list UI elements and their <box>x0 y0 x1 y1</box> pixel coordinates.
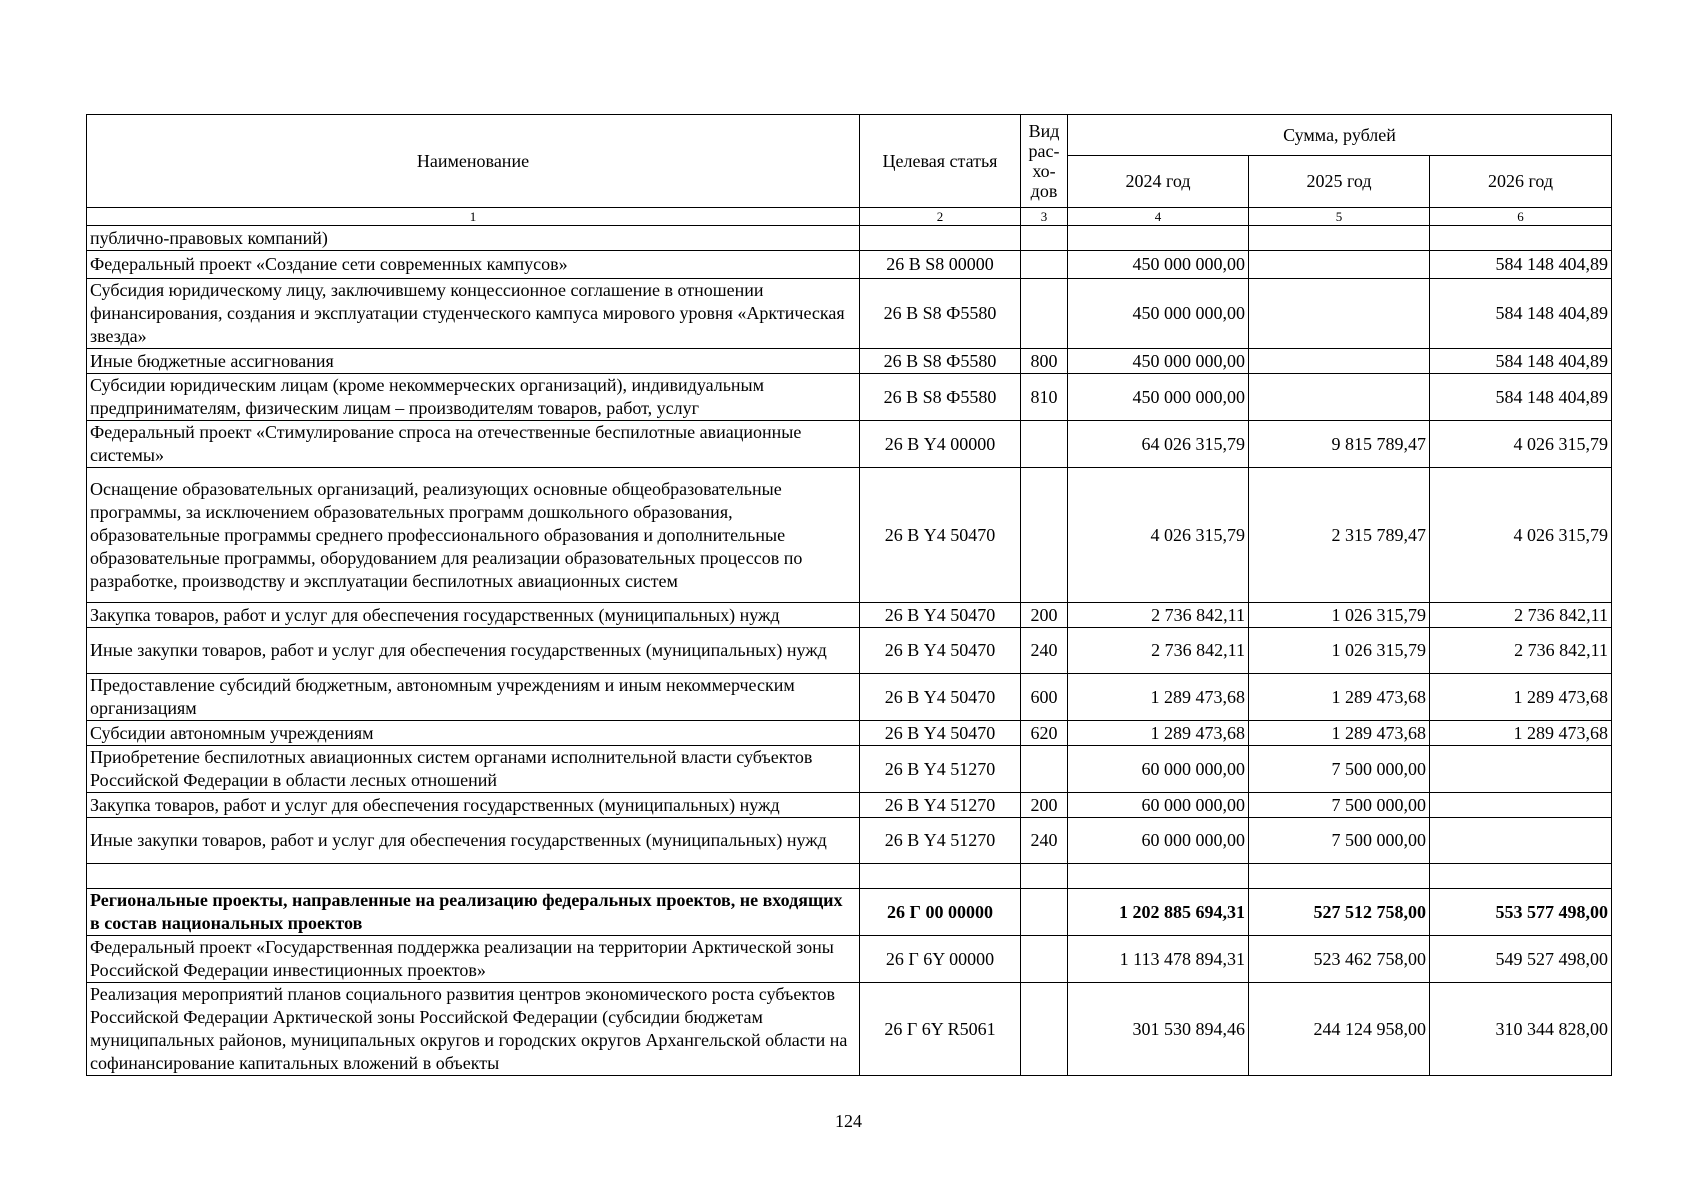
row-amount-2026: 584 148 404,89 <box>1430 349 1612 374</box>
row-amount-2024: 450 000 000,00 <box>1068 251 1249 279</box>
row-name: Реализация мероприятий планов социального развития центров экономического роста субъектов Российской Федерации Арктической зоны Российской Федерации (субсидии бюджетам муниципальных районов, муниципальных округов и городских округов Архангельской области на софинансирование капитальных вложений в объекты <box>87 983 860 1076</box>
row-target-article: 26 В Y4 51270 <box>860 818 1021 864</box>
row-expense-kind <box>1021 746 1068 793</box>
row-amount-2026: 553 577 498,00 <box>1430 889 1612 936</box>
row-amount-2024: 450 000 000,00 <box>1068 374 1249 421</box>
row-target-article: 26 В Y4 50470 <box>860 721 1021 746</box>
table-body <box>87 226 1612 1076</box>
row-amount-2026 <box>1430 746 1612 793</box>
table-row <box>87 721 1612 746</box>
row-amount-2024: 301 530 894,46 <box>1068 983 1249 1076</box>
row-target-article: 26 В Y4 51270 <box>860 793 1021 818</box>
row-expense-kind: 800 <box>1021 349 1068 374</box>
row-expense-kind <box>1021 279 1068 349</box>
row-amount-2025: 1 026 315,79 <box>1249 628 1430 674</box>
row-name: Федеральный проект «Государственная поддержка реализации на территории Арктической зоны Российской Федерации инвестиционных проектов» <box>87 936 860 983</box>
table-row <box>87 468 1612 603</box>
row-target-article: 26 В S8 Ф5580 <box>860 279 1021 349</box>
row-amount-2025: 9 815 789,47 <box>1249 421 1430 468</box>
row-expense-kind: 620 <box>1021 721 1068 746</box>
row-amount-2024: 1 289 473,68 <box>1068 721 1249 746</box>
row-amount-2025: 1 026 315,79 <box>1249 603 1430 628</box>
page-number: 124 <box>835 1111 862 1131</box>
row-target-article: 26 В S8 00000 <box>860 251 1021 279</box>
table-row <box>87 603 1612 628</box>
table-row <box>87 226 1612 251</box>
row-amount-2026: 4 026 315,79 <box>1430 468 1612 603</box>
row-target-article: 26 В S8 Ф5580 <box>860 374 1021 421</box>
row-amount-2026: 4 026 315,79 <box>1430 421 1612 468</box>
row-amount-2024: 1 113 478 894,31 <box>1068 936 1249 983</box>
row-expense-kind <box>1021 983 1068 1076</box>
table-row <box>87 374 1612 421</box>
table-row <box>87 421 1612 468</box>
row-name: Предоставление субсидий бюджетным, автономным учреждениям и иным некоммерческим организациям <box>87 674 860 721</box>
row-amount-2025: 527 512 758,00 <box>1249 889 1430 936</box>
row-expense-kind: 200 <box>1021 603 1068 628</box>
row-target-article: 26 Г 6Y R5061 <box>860 983 1021 1076</box>
row-amount-2024: 1 202 885 694,31 <box>1068 889 1249 936</box>
row-amount-2024: 60 000 000,00 <box>1068 818 1249 864</box>
row-amount-2024: 60 000 000,00 <box>1068 746 1249 793</box>
row-target-article: 26 Г 6Y 00000 <box>860 936 1021 983</box>
row-name: Субсидии юридическим лицам (кроме некоммерческих организаций), индивидуальным предпринимателям, физическим лицам – производителям товаров, работ, услуг <box>87 374 860 421</box>
row-amount-2024: 60 000 000,00 <box>1068 793 1249 818</box>
row-target-article: 26 В Y4 50470 <box>860 628 1021 674</box>
row-expense-kind <box>1021 889 1068 936</box>
table-row <box>87 889 1612 936</box>
row-target-article <box>860 864 1021 889</box>
row-target-article: 26 В Y4 50470 <box>860 674 1021 721</box>
table-row <box>87 251 1612 279</box>
row-amount-2025: 7 500 000,00 <box>1249 746 1430 793</box>
row-expense-kind <box>1021 468 1068 603</box>
row-expense-kind <box>1021 936 1068 983</box>
row-amount-2025 <box>1249 864 1430 889</box>
column-number-row <box>87 208 1612 226</box>
table-row <box>87 936 1612 983</box>
row-amount-2024: 1 289 473,68 <box>1068 674 1249 721</box>
row-amount-2025: 7 500 000,00 <box>1249 818 1430 864</box>
row-amount-2025: 7 500 000,00 <box>1249 793 1430 818</box>
row-amount-2026: 310 344 828,00 <box>1430 983 1612 1076</box>
row-amount-2025 <box>1249 349 1430 374</box>
row-name: Закупка товаров, работ и услуг для обеспечения государственных (муниципальных) нужд <box>87 603 860 628</box>
header-target-article: Целевая статья <box>860 115 1021 208</box>
row-target-article: 26 В Y4 00000 <box>860 421 1021 468</box>
row-amount-2025 <box>1249 251 1430 279</box>
table-row <box>87 864 1612 889</box>
row-name: Региональные проекты, направленные на реализацию федеральных проектов, не входящих в состав национальных проектов <box>87 889 860 936</box>
row-expense-kind <box>1021 421 1068 468</box>
column-number: 5 <box>1249 208 1430 226</box>
budget-table <box>86 114 1612 1076</box>
table-row <box>87 793 1612 818</box>
row-expense-kind: 810 <box>1021 374 1068 421</box>
row-target-article: 26 В Y4 50470 <box>860 468 1021 603</box>
column-number: 1 <box>87 208 860 226</box>
column-number: 2 <box>860 208 1021 226</box>
header-sum: Сумма, рублей <box>1068 115 1612 156</box>
row-amount-2026: 1 289 473,68 <box>1430 721 1612 746</box>
column-number: 4 <box>1068 208 1249 226</box>
row-amount-2026 <box>1430 818 1612 864</box>
header-year-2025: 2025 год <box>1249 156 1430 208</box>
row-name: Иные закупки товаров, работ и услуг для обеспечения государственных (муниципальных) нужд <box>87 818 860 864</box>
row-name: Иные закупки товаров, работ и услуг для обеспечения государственных (муниципальных) нужд <box>87 628 860 674</box>
header-expense-kind: Вид рас- хо- дов <box>1021 115 1068 208</box>
row-expense-kind <box>1021 864 1068 889</box>
table-row <box>87 349 1612 374</box>
row-expense-kind: 200 <box>1021 793 1068 818</box>
row-expense-kind <box>1021 251 1068 279</box>
row-amount-2026 <box>1430 864 1612 889</box>
row-name: Субсидии автономным учреждениям <box>87 721 860 746</box>
row-expense-kind: 600 <box>1021 674 1068 721</box>
row-amount-2025: 2 315 789,47 <box>1249 468 1430 603</box>
row-expense-kind <box>1021 226 1068 251</box>
row-amount-2024: 2 736 842,11 <box>1068 603 1249 628</box>
table-row <box>87 818 1612 864</box>
row-amount-2026: 1 289 473,68 <box>1430 674 1612 721</box>
table-row <box>87 674 1612 721</box>
row-amount-2024 <box>1068 226 1249 251</box>
header-name: Наименование <box>87 115 860 208</box>
header-year-2024: 2024 год <box>1068 156 1249 208</box>
row-amount-2025: 1 289 473,68 <box>1249 721 1430 746</box>
row-amount-2026: 584 148 404,89 <box>1430 251 1612 279</box>
row-target-article <box>860 226 1021 251</box>
row-name: Закупка товаров, работ и услуг для обеспечения государственных (муниципальных) нужд <box>87 793 860 818</box>
table-row <box>87 746 1612 793</box>
row-amount-2026: 549 527 498,00 <box>1430 936 1612 983</box>
row-amount-2026: 584 148 404,89 <box>1430 279 1612 349</box>
row-name: Федеральный проект «Создание сети современных кампусов» <box>87 251 860 279</box>
row-amount-2024: 450 000 000,00 <box>1068 349 1249 374</box>
row-amount-2024: 4 026 315,79 <box>1068 468 1249 603</box>
row-amount-2024: 450 000 000,00 <box>1068 279 1249 349</box>
row-name: публично-правовых компаний) <box>87 226 860 251</box>
row-amount-2026: 584 148 404,89 <box>1430 374 1612 421</box>
row-amount-2025: 1 289 473,68 <box>1249 674 1430 721</box>
header-year-2026: 2026 год <box>1430 156 1612 208</box>
row-amount-2025 <box>1249 226 1430 251</box>
row-amount-2026: 2 736 842,11 <box>1430 603 1612 628</box>
row-target-article: 26 В Y4 51270 <box>860 746 1021 793</box>
row-expense-kind: 240 <box>1021 628 1068 674</box>
row-target-article: 26 Г 00 00000 <box>860 889 1021 936</box>
row-amount-2024: 64 026 315,79 <box>1068 421 1249 468</box>
row-target-article: 26 В S8 Ф5580 <box>860 349 1021 374</box>
table-row <box>87 983 1612 1076</box>
column-number: 3 <box>1021 208 1068 226</box>
row-amount-2024: 2 736 842,11 <box>1068 628 1249 674</box>
row-amount-2026 <box>1430 793 1612 818</box>
row-name: Субсидия юридическому лицу, заключившему концессионное соглашение в отношении финансирования, создания и эксплуатации студенческого кампуса мирового уровня «Арктическая звезда» <box>87 279 860 349</box>
row-amount-2025: 523 462 758,00 <box>1249 936 1430 983</box>
row-amount-2025: 244 124 958,00 <box>1249 983 1430 1076</box>
row-name: Оснащение образовательных организаций, реализующих основные общеобразовательные программы, за исключением образовательных программ дошкольного образования, образовательные программы среднего профессионального образования и дополнительные образовательные программы, оборудованием для реализации образовательных процессов по разработке, производству и эксплуатации беспилотных авиационных систем <box>87 468 860 603</box>
row-amount-2026: 2 736 842,11 <box>1430 628 1612 674</box>
row-amount-2025 <box>1249 279 1430 349</box>
row-name <box>87 864 860 889</box>
table-row <box>87 628 1612 674</box>
table-row <box>87 279 1612 349</box>
row-target-article: 26 В Y4 50470 <box>860 603 1021 628</box>
row-name: Приобретение беспилотных авиационных систем органами исполнительной власти субъектов Российской Федерации в области лесных отношений <box>87 746 860 793</box>
row-amount-2024 <box>1068 864 1249 889</box>
row-amount-2025 <box>1249 374 1430 421</box>
row-name: Иные бюджетные ассигнования <box>87 349 860 374</box>
row-amount-2026 <box>1430 226 1612 251</box>
row-name: Федеральный проект «Стимулирование спроса на отечественные беспилотные авиационные системы» <box>87 421 860 468</box>
row-expense-kind: 240 <box>1021 818 1068 864</box>
column-number: 6 <box>1430 208 1612 226</box>
